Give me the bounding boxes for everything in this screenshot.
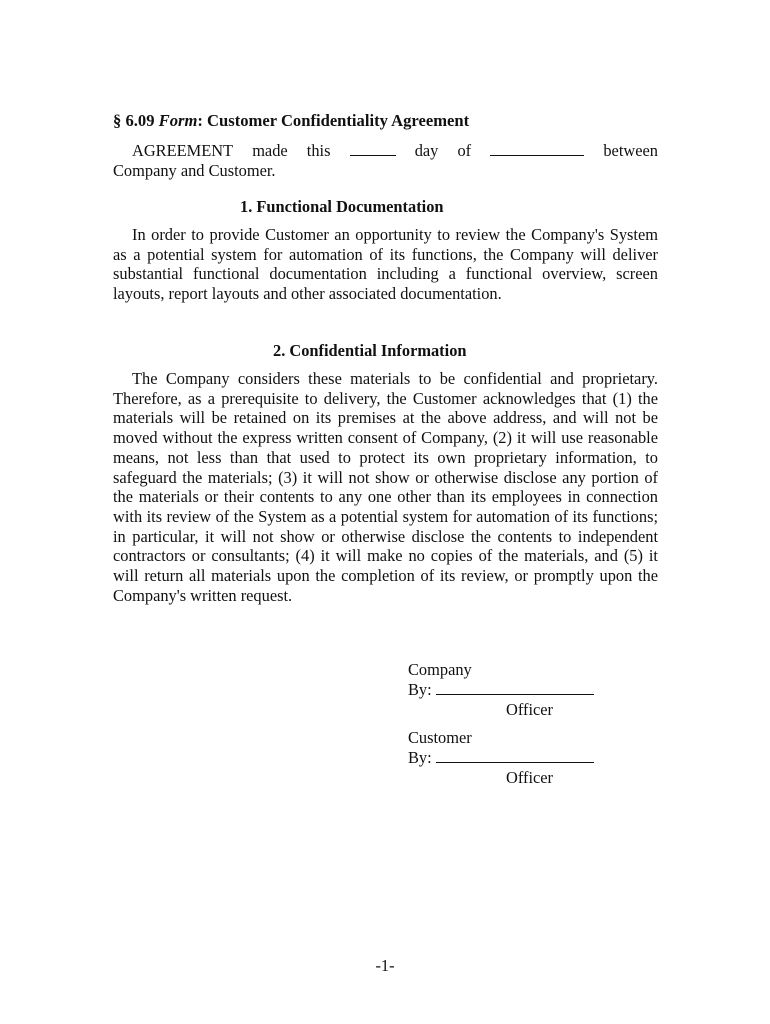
section-1-heading: 1. Functional Documentation bbox=[240, 197, 444, 216]
section-2-body: The Company considers these materials to be confidential and proprietary. Therefore, as a prerequisite to delivery, the Customer acknowledges that (1) the materials will be retained on its premises at the above address, and will not be moved without the express written consent of Company, (2) it will use reasonable means, not less than that used to protect its own proprietary information, to safeguard the materials; (3) it will not show or otherwise disclose any portion of the materials or their contents to any one other than its employees in connection with its review of the System as a potential system for automation of its functions; in particular, it will not show or otherwise disclose the contents to independent contractors or consultants; (4) it will make no copies of the materials, and (5) it will return all materials upon the completion of its review, or promptly upon the Company's written request. bbox=[113, 369, 658, 605]
company-by-label: By: bbox=[408, 680, 432, 699]
company-officer-label: Officer bbox=[506, 700, 554, 719]
customer-by-label: By: bbox=[408, 748, 432, 767]
company-party-label: Company bbox=[408, 660, 472, 679]
section-2-heading: 2. Confidential Information bbox=[273, 341, 467, 360]
page-number: -1- bbox=[375, 956, 395, 975]
document-title bbox=[113, 111, 469, 131]
agreement-intro bbox=[113, 141, 658, 181]
month-blank-field[interactable] bbox=[490, 141, 584, 156]
company-by-line bbox=[408, 680, 594, 700]
company-signature-block bbox=[408, 660, 594, 720]
customer-signature-block bbox=[408, 728, 594, 788]
agreement-line-1 bbox=[113, 141, 658, 161]
customer-signature-field[interactable] bbox=[436, 748, 594, 763]
customer-party-label: Customer bbox=[408, 728, 472, 747]
agreement-line-2: Company and Customer. bbox=[113, 161, 276, 180]
word-day: day bbox=[414, 141, 439, 160]
word-agreement: AGREEMENT bbox=[132, 141, 234, 160]
section-1-body: In order to provide Customer an opportunity to review the Company's System as a potential system for automation of its functions, the Company will deliver substantial functional documentation including a functional overview, screen layouts, report layouts and other associated documentation. bbox=[113, 225, 658, 304]
day-blank-field[interactable] bbox=[350, 141, 396, 156]
word-between: between bbox=[603, 141, 658, 160]
title-prefix: § 6.09 bbox=[113, 111, 159, 130]
word-made: made bbox=[252, 141, 288, 160]
customer-by-line bbox=[408, 748, 594, 768]
customer-officer-label: Officer bbox=[506, 768, 554, 787]
title-suffix: : Customer Confidentiality Agreement bbox=[197, 111, 470, 130]
company-signature-field[interactable] bbox=[436, 680, 594, 695]
word-of: of bbox=[457, 141, 472, 160]
title-form-word: Form bbox=[158, 111, 198, 130]
word-this: this bbox=[306, 141, 331, 160]
